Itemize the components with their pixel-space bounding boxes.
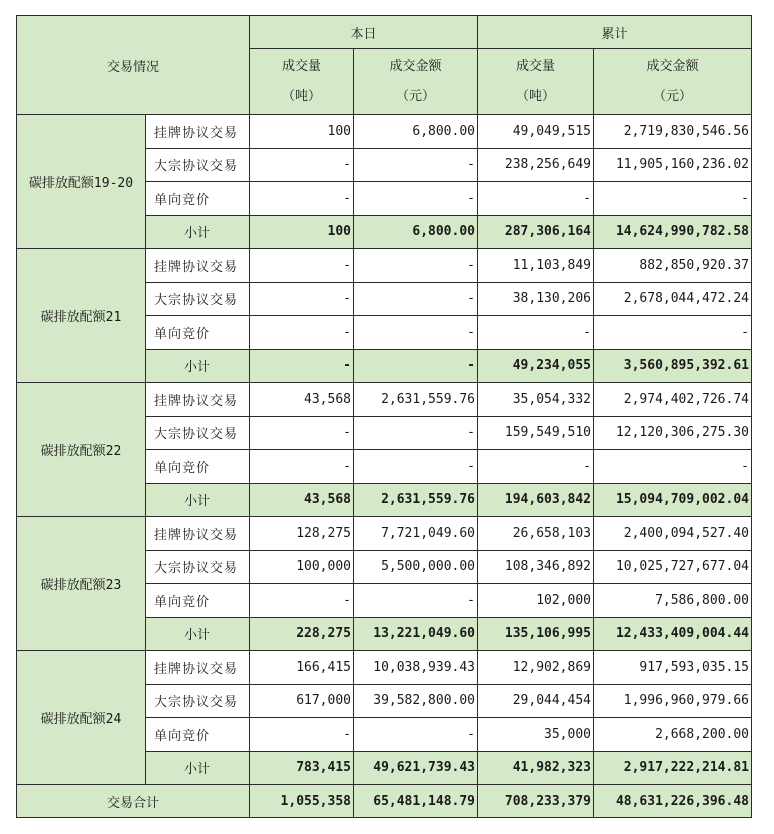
trade-type-cell: 单向竞价 [146,450,250,484]
today-amount-cell: - [354,316,478,350]
today-volume-cell: 100,000 [250,550,354,584]
today-amount-cell: - [354,416,478,450]
cumulative-amount-cell: 2,678,044,472.24 [594,282,752,316]
cumulative-volume-cell: 102,000 [478,584,594,618]
today-volume-cell: - [250,584,354,618]
subtotal-label: 小计 [146,215,250,249]
today-amount-cell: - [354,349,478,383]
cumulative-volume-cell: 35,000 [478,718,594,752]
cumulative-amount-cell: 3,560,895,392.61 [594,349,752,383]
cumulative-volume-cell: 29,044,454 [478,684,594,718]
cumulative-amount-cell: - [594,450,752,484]
cumulative-amount-cell: 11,905,160,236.02 [594,148,752,182]
cumulative-amount-cell: 2,400,094,527.40 [594,517,752,551]
volume-label: 成交量 [281,58,321,74]
trade-type-cell: 单向竞价 [146,718,250,752]
today-amount-cell: - [354,249,478,283]
cumulative-amount-cell: 12,433,409,004.44 [594,617,752,651]
today-amount-cell: 49,621,739.43 [354,751,478,785]
today-volume-cell: - [250,349,354,383]
subtotal-label: 小计 [146,349,250,383]
cumulative-amount-cell: 2,917,222,214.81 [594,751,752,785]
today-amount-cell: - [354,718,478,752]
group-label: 碳排放配额22 [17,383,146,517]
cumulative-volume-cell: - [478,182,594,216]
today-volume-cell: 100 [250,115,354,149]
cumulative-amount-cell: 917,593,035.15 [594,651,752,685]
table-row [17,383,752,417]
table-row [17,517,752,551]
subtotal-label: 小计 [146,483,250,517]
today-volume-cell: - [250,316,354,350]
corner-header: 交易情况 [17,16,250,115]
cumulative-amount-cell: 882,850,920.37 [594,249,752,283]
table-row [17,115,752,149]
cumulative-amount-cell: 2,974,402,726.74 [594,383,752,417]
amount-unit: （元） [395,88,435,104]
cumulative-volume-header [478,49,594,115]
cumulative-volume-cell: 12,902,869 [478,651,594,685]
today-amount-cell: - [354,148,478,182]
cumulative-volume-cell: - [478,316,594,350]
cumulative-volume-cell: 194,603,842 [478,483,594,517]
cumulative-volume-cell: 238,256,649 [478,148,594,182]
trade-type-cell: 挂牌协议交易 [146,249,250,283]
today-volume-cell: - [250,416,354,450]
today-amount-cell: 6,800.00 [354,115,478,149]
cumulative-volume-cell: 41,982,323 [478,751,594,785]
today-volume-cell: - [250,718,354,752]
today-volume-cell: 1,055,358 [250,785,354,818]
today-volume-cell: 43,568 [250,483,354,517]
today-volume-cell: - [250,249,354,283]
today-volume-cell: 166,415 [250,651,354,685]
trade-type-cell: 挂牌协议交易 [146,651,250,685]
today-amount-cell: 2,631,559.76 [354,383,478,417]
group-label: 碳排放配额23 [17,517,146,651]
today-amount-header [354,49,478,115]
today-volume-cell: 43,568 [250,383,354,417]
amount-unit: （元） [652,88,692,104]
trade-type-cell: 挂牌协议交易 [146,517,250,551]
today-amount-cell: 6,800.00 [354,215,478,249]
cumulative-volume-cell: 49,234,055 [478,349,594,383]
today-amount-cell: 7,721,049.60 [354,517,478,551]
today-volume-cell: 100 [250,215,354,249]
today-header: 本日 [250,16,478,49]
cumulative-volume-cell: 35,054,332 [478,383,594,417]
cumulative-amount-cell: 15,094,709,002.04 [594,483,752,517]
volume-unit: （吨） [515,88,555,104]
today-amount-cell: 65,481,148.79 [354,785,478,818]
trade-type-cell: 单向竞价 [146,182,250,216]
cumulative-volume-cell: 135,106,995 [478,617,594,651]
today-amount-cell: - [354,282,478,316]
cumulative-volume-cell: 708,233,379 [478,785,594,818]
grand-total-label: 交易合计 [17,785,250,818]
group-label: 碳排放配额19-20 [17,115,146,249]
today-amount-cell: 2,631,559.76 [354,483,478,517]
trade-type-cell: 大宗协议交易 [146,550,250,584]
cumulative-amount-header [594,49,752,115]
today-volume-cell: - [250,182,354,216]
cumulative-amount-cell: 12,120,306,275.30 [594,416,752,450]
today-amount-cell: - [354,450,478,484]
cumulative-amount-cell: 48,631,226,396.48 [594,785,752,818]
volume-unit: （吨） [281,88,321,104]
today-volume-cell: - [250,148,354,182]
today-amount-cell: 5,500,000.00 [354,550,478,584]
cumulative-amount-cell: 2,668,200.00 [594,718,752,752]
amount-label: 成交金额 [646,58,699,74]
trade-type-cell: 大宗协议交易 [146,416,250,450]
subtotal-label: 小计 [146,617,250,651]
subtotal-label: 小计 [146,751,250,785]
table-row [17,651,752,685]
cumulative-amount-cell: 10,025,727,677.04 [594,550,752,584]
trade-type-cell: 大宗协议交易 [146,684,250,718]
grand-total-row [17,785,752,818]
today-amount-cell: 13,221,049.60 [354,617,478,651]
cumulative-volume-cell: 159,549,510 [478,416,594,450]
trade-type-cell: 挂牌协议交易 [146,383,250,417]
trade-type-cell: 挂牌协议交易 [146,115,250,149]
cumulative-volume-cell: 26,658,103 [478,517,594,551]
today-volume-cell: 783,415 [250,751,354,785]
today-amount-cell: 10,038,939.43 [354,651,478,685]
cumulative-amount-cell: 1,996,960,979.66 [594,684,752,718]
trade-type-cell: 大宗协议交易 [146,148,250,182]
table-row [17,249,752,283]
cumulative-volume-cell: - [478,450,594,484]
today-amount-cell: - [354,584,478,618]
group-label: 碳排放配额24 [17,651,146,785]
today-volume-cell: - [250,450,354,484]
today-volume-cell: 617,000 [250,684,354,718]
trade-type-cell: 单向竞价 [146,584,250,618]
cumulative-volume-cell: 49,049,515 [478,115,594,149]
trading-summary-table [16,15,752,818]
today-volume-cell: - [250,282,354,316]
cumulative-amount-cell: 14,624,990,782.58 [594,215,752,249]
today-volume-cell: 128,275 [250,517,354,551]
trade-type-cell: 单向竞价 [146,316,250,350]
cumulative-volume-cell: 108,346,892 [478,550,594,584]
trade-type-cell: 大宗协议交易 [146,282,250,316]
today-amount-cell: - [354,182,478,216]
cumulative-amount-cell: 2,719,830,546.56 [594,115,752,149]
today-volume-cell: 228,275 [250,617,354,651]
cumulative-amount-cell: - [594,316,752,350]
group-label: 碳排放配额21 [17,249,146,383]
amount-label: 成交金额 [389,58,442,74]
cumulative-amount-cell: 7,586,800.00 [594,584,752,618]
cumulative-amount-cell: - [594,182,752,216]
volume-label: 成交量 [515,58,555,74]
cumulative-volume-cell: 38,130,206 [478,282,594,316]
today-amount-cell: 39,582,800.00 [354,684,478,718]
cumulative-header: 累计 [478,16,752,49]
cumulative-volume-cell: 11,103,849 [478,249,594,283]
today-volume-header [250,49,354,115]
cumulative-volume-cell: 287,306,164 [478,215,594,249]
